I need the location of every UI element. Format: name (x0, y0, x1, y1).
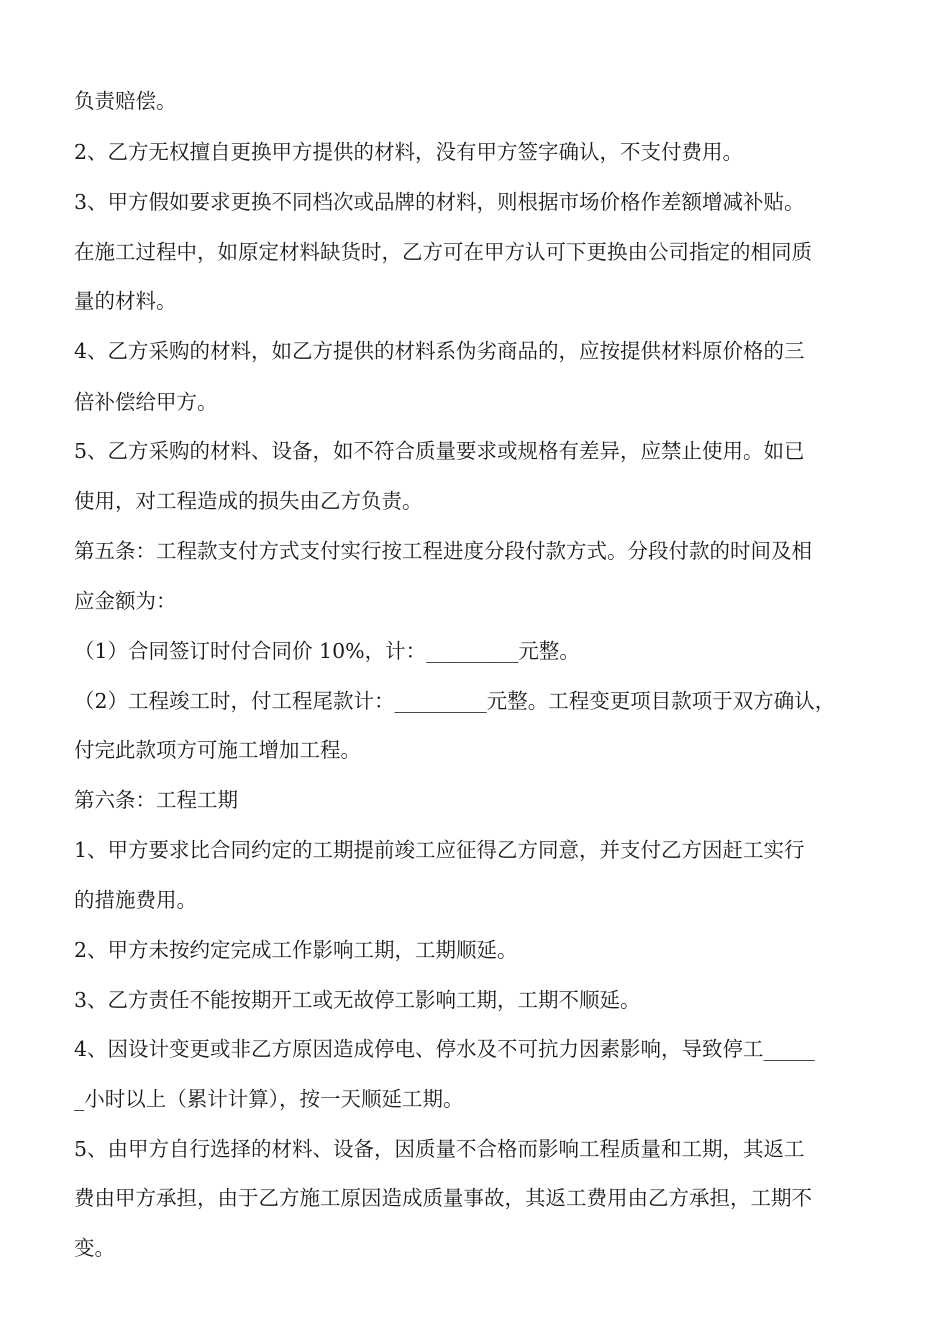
text-line: 第六条：工程工期 (74, 788, 238, 812)
text-line: 使用，对工程造成的损失由乙方负责。 (74, 489, 423, 513)
text-line: 第五条：工程款支付方式支付实行按工程进度分段付款方式。分段付款的时间及相 (74, 539, 812, 563)
text-line: 应金额为： (74, 589, 177, 613)
text-line: 变。 (74, 1236, 115, 1260)
text-line: 4、因设计变更或非乙方原因造成停电、停水及不可抗力因素影响，导致停工_____ (74, 1037, 815, 1061)
text-line: 3、甲方假如要求更换不同档次或品牌的材料，则根据市场价格作差额增减补贴。 (74, 190, 805, 214)
text-line: 3、乙方责任不能按期开工或无故停工影响工期，工期不顺延。 (74, 988, 641, 1012)
text-line: 2、乙方无权擅自更换甲方提供的材料，没有甲方签字确认，不支付费用。 (74, 140, 744, 164)
text-line: 的措施费用。 (74, 888, 197, 912)
text-line: 4、乙方采购的材料，如乙方提供的材料系伪劣商品的，应按提供材料原价格的三 (74, 339, 805, 363)
text-line: 在施工过程中，如原定材料缺货时，乙方可在甲方认可下更换由公司指定的相同质 (74, 240, 812, 264)
text-line: 付完此款项方可施工增加工程。 (74, 738, 361, 762)
text-line: （2）工程竣工时，付工程尾款计：_________元整。工程变更项目款项于双方确认， (74, 689, 836, 713)
text-line: 2、甲方未按约定完成工作影响工期，工期顺延。 (74, 938, 518, 962)
text-line: 5、由甲方自行选择的材料、设备，因质量不合格而影响工程质量和工期，其返工 (74, 1137, 805, 1161)
text-line: 5、乙方采购的材料、设备，如不符合质量要求或规格有差异，应禁止使用。如已 (74, 439, 805, 463)
text-line: 量的材料。 (74, 289, 177, 313)
text-line: 倍补偿给甲方。 (74, 390, 218, 414)
text-line: 费由甲方承担，由于乙方施工原因造成质量事故，其返工费用由乙方承担，工期不 (74, 1186, 812, 1210)
text-line: （1）合同签订时付合同价 10%，计：_________元整。 (74, 639, 580, 663)
text-line: 1、甲方要求比合同约定的工期提前竣工应征得乙方同意，并支付乙方因赶工实行 (74, 838, 805, 862)
text-line: _小时以上（累计计算），按一天顺延工期。 (74, 1087, 464, 1111)
text-line: 负责赔偿。 (74, 89, 177, 113)
